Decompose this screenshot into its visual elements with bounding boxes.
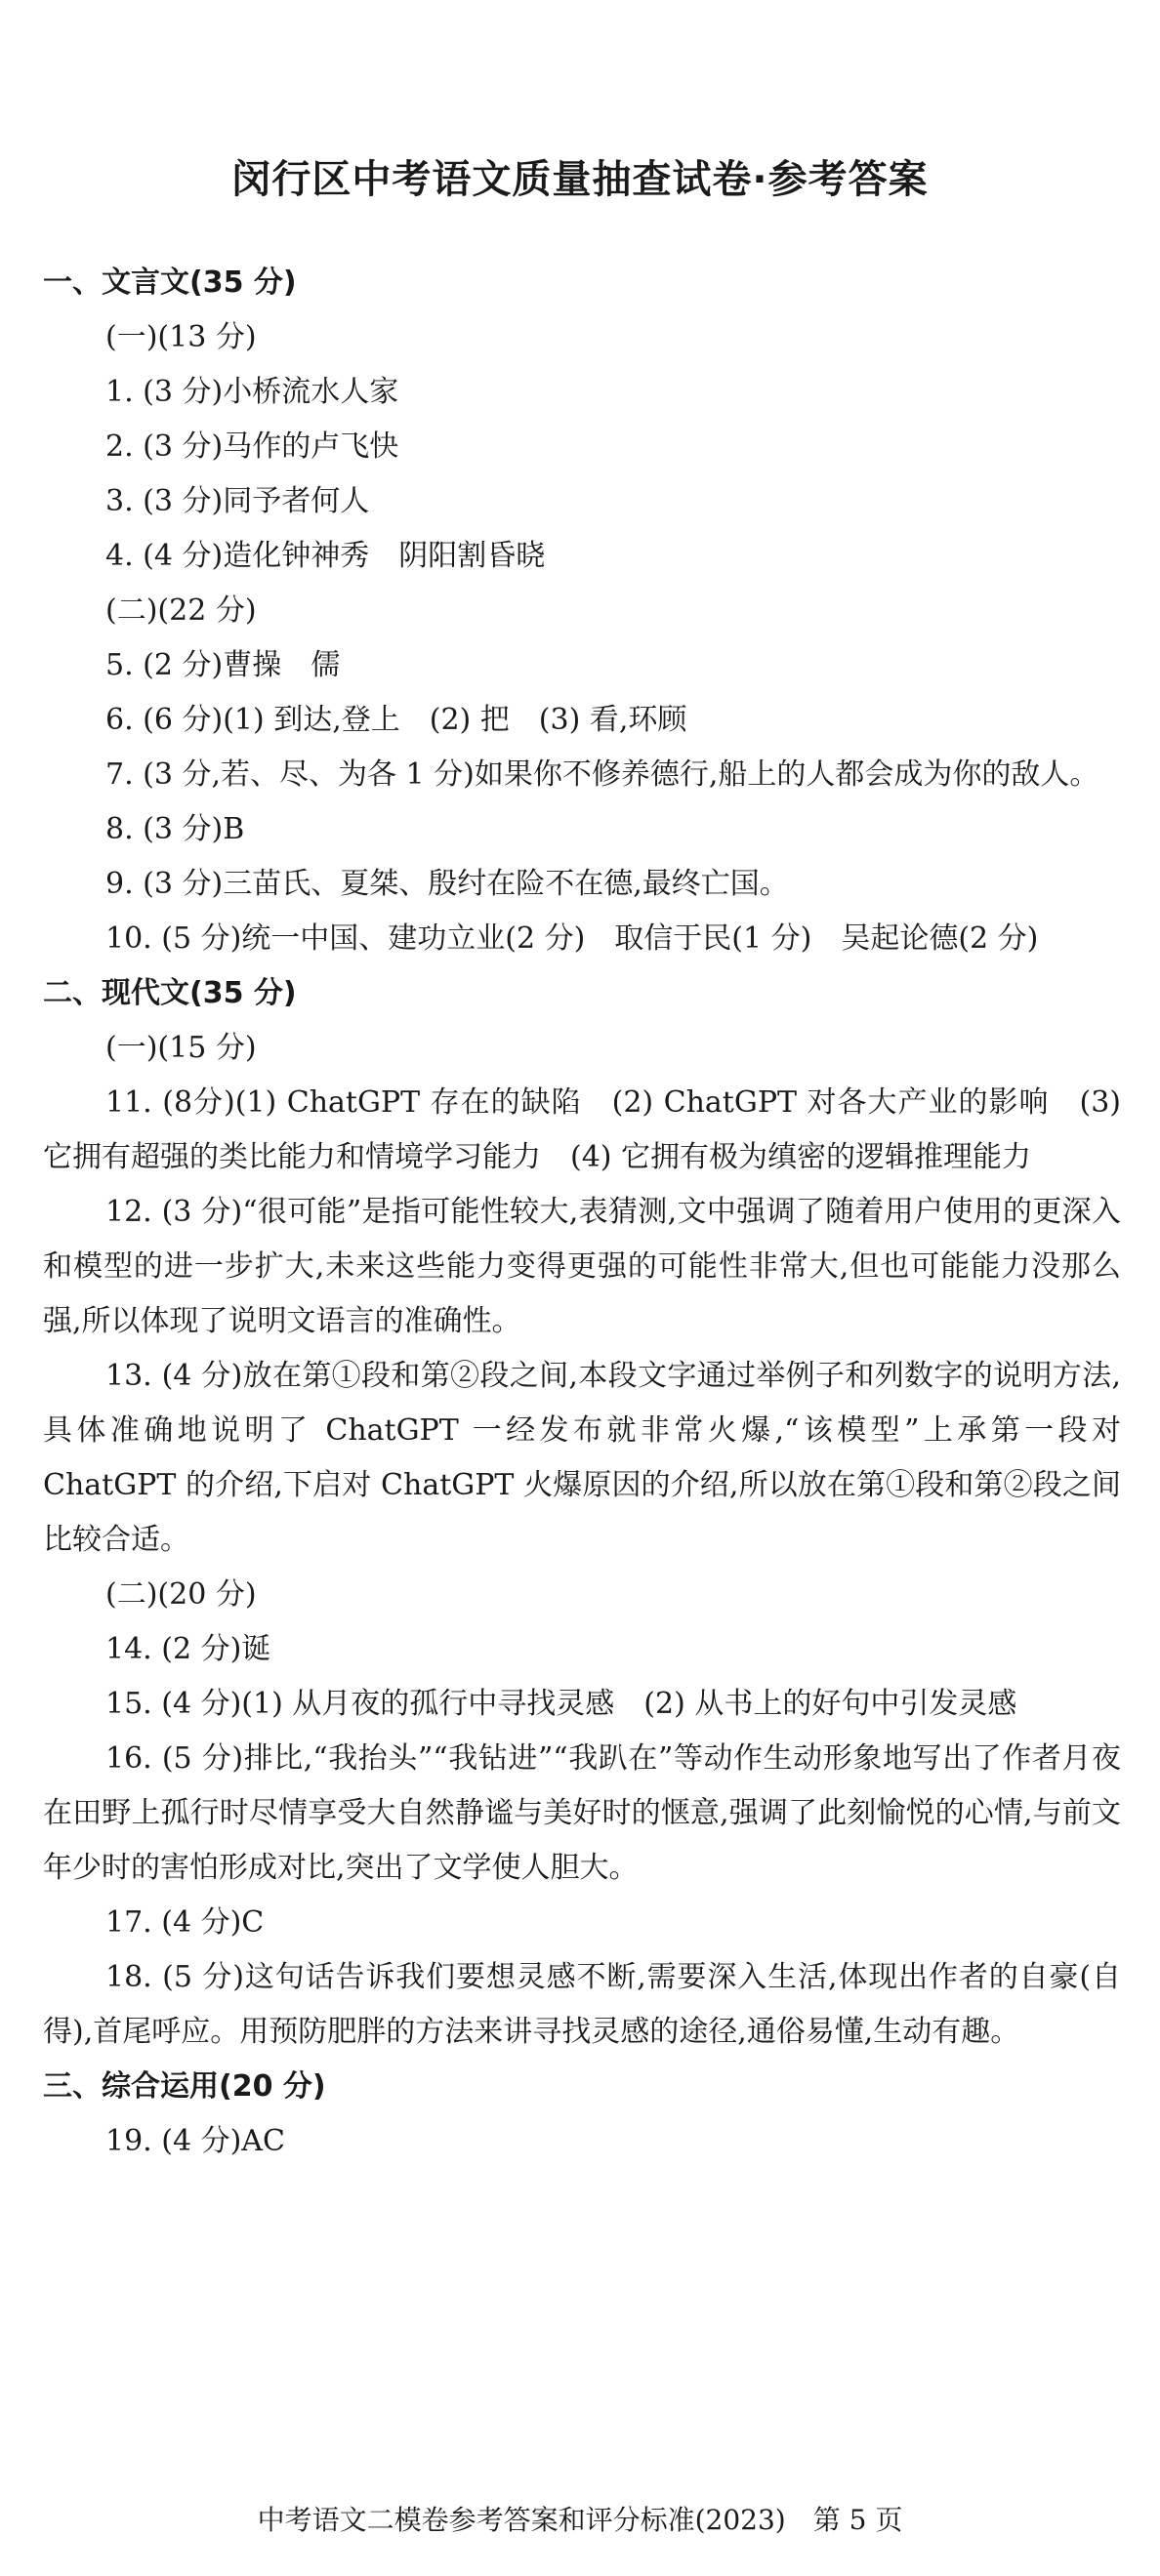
answer-item: 7. (3 分,若、尽、为各 1 分)如果你不修养德行,船上的人都会成为你的敌人。: [105, 757, 1099, 792]
answer-item: 9. (3 分)三苗氏、夏桀、殷纣在险不在德,最终亡国。: [105, 867, 789, 901]
answer-item: 13. (4 分)放在第①段和第②段之间,本段文字通过举例子和列数字的说明方法,具体准确地说明了 ChatGPT 一经发布就非常火爆,“该模型”上承第一段对 ChatGPT 的介绍,下启对 ChatGPT 火爆原因的介绍,所以放在第①段和第②段之间比较合适。: [43, 1359, 1121, 1557]
answer-item: 5. (2 分)曹操 儒: [105, 648, 341, 682]
answer-item: 10. (5 分)统一中国、建功立业(2 分) 取信于民(1 分) 吴起论德(2 分): [105, 921, 1039, 956]
section-heading-classical: 一、文言文(35 分): [43, 266, 297, 300]
answer-item: 1. (3 分)小桥流水人家: [105, 375, 399, 409]
answer-item: 11. (8分)(1) ChatGPT 存在的缺陷 (2) ChatGPT 对各大产业的影响 (3) 它拥有超强的类比能力和情境学习能力 (4) 它拥有极为缜密的逻辑推理能力: [43, 1085, 1121, 1174]
subsection-heading: (二)(20 分): [105, 1577, 257, 1612]
subsection-heading: (一)(15 分): [105, 1031, 257, 1065]
answer-item: 8. (3 分)B: [105, 812, 245, 846]
answer-body: [43, 256, 1121, 2169]
subsection-heading: (一)(13 分): [105, 320, 257, 354]
answer-item: 4. (4 分)造化钟神秀 阴阳割昏晓: [105, 539, 546, 573]
page-footer: 中考语文二模卷参考答案和评分标准(2023) 第 5 页: [257, 2504, 903, 2536]
answer-item: 16. (5 分)排比,“我抬头”“我钻进”“我趴在”等动作生动形象地写出了作者月夜在田野上孤行时尽情享受大自然静谧与美好时的惬意,强调了此刻愉悦的心情,与前文年少时的害怕形成对比,突出了文学使人胆大。: [43, 1741, 1121, 1885]
answer-item: 6. (6 分)(1) 到达,登上 (2) 把 (3) 看,环顾: [105, 703, 687, 737]
answer-item: 2. (3 分)马作的卢飞快: [105, 429, 399, 464]
answer-item: 15. (4 分)(1) 从月夜的孤行中寻找灵感 (2) 从书上的好句中引发灵感: [105, 1687, 1017, 1721]
answer-item: 18. (5 分)这句话告诉我们要想灵感不断,需要深入生活,体现出作者的自豪(自得),首尾呼应。用预防肥胖的方法来讲寻找灵感的途径,通俗易懂,生动有趣。: [43, 1960, 1121, 2049]
answer-item: 17. (4 分)C: [105, 1905, 265, 1940]
section-heading-modern: 二、现代文(35 分): [43, 976, 297, 1010]
subsection-heading: (二)(22 分): [105, 593, 257, 628]
page-title: 闵行区中考语文质量抽查试卷·参考答案: [231, 157, 929, 202]
answer-item: 14. (2 分)诞: [105, 1632, 271, 1666]
section-heading-integrated: 三、综合运用(20 分): [43, 2069, 326, 2104]
answer-item: 3. (3 分)同予者何人: [105, 484, 370, 518]
answer-item: 19. (4 分)AC: [105, 2124, 285, 2158]
answer-item: 12. (3 分)“很可能”是指可能性较大,表猜测,文中强调了随着用户使用的更深入和模型的进一步扩大,未来这些能力变得更强的可能性非常大,但也可能能力没那么强,所以体现了说明文语言的准确性。: [43, 1195, 1121, 1338]
